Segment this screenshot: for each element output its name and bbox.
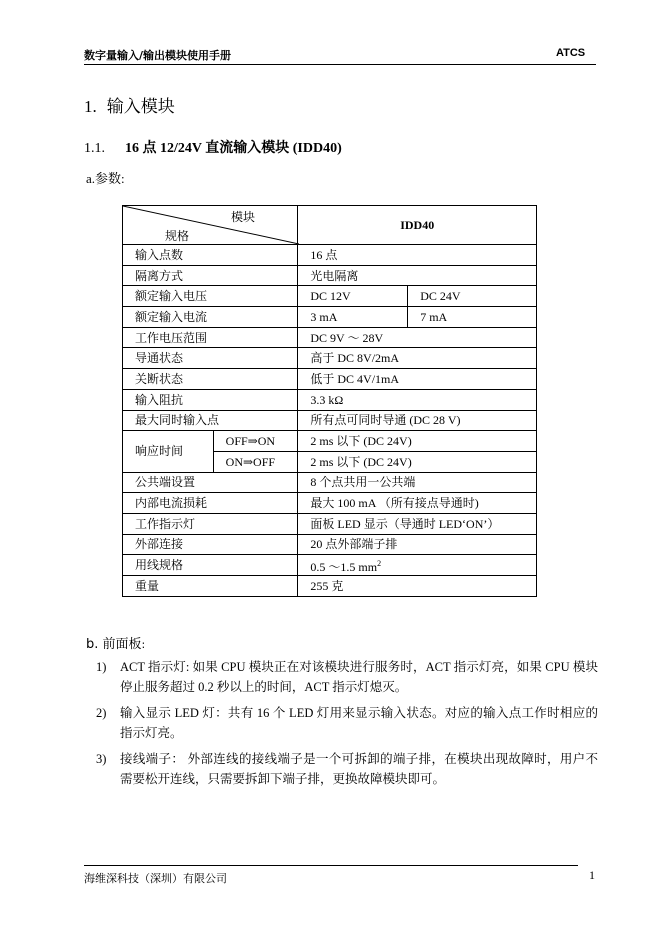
row-label: 输入点数 xyxy=(123,245,298,266)
row-label: 重量 xyxy=(123,576,298,597)
corner-spec-label: 规格 xyxy=(165,229,190,243)
header-divider xyxy=(84,64,596,65)
row-label: 关断状态 xyxy=(123,369,298,390)
table-row xyxy=(123,410,537,431)
row-value: 20 点外部端子排 xyxy=(298,534,537,555)
corner-module-label: 模块 xyxy=(231,210,256,224)
section-heading-1-1 xyxy=(84,137,342,157)
front-panel-colon: : xyxy=(141,638,146,651)
footer-company: 海维深科技（深圳）有限公司 xyxy=(84,872,227,885)
table-row xyxy=(123,472,537,493)
table-row xyxy=(123,245,537,266)
table-row xyxy=(123,431,537,452)
list-item-text: ACT 指示灯: 如果 CPU 模块正在对该模块进行服务时，ACT 指示灯亮，如果 CPU 模块停止服务超过 0.2 秒以上的时间，ACT 指示灯熄灭。 xyxy=(120,660,598,694)
table-row xyxy=(123,286,537,307)
subsection-title: 16 点 12/24V 直流输入模块 (IDD40) xyxy=(125,141,342,156)
table-row xyxy=(123,369,537,390)
row-value: DC 9V ～ 28V xyxy=(298,327,537,348)
row-sublabel: OFF⇒ON xyxy=(213,431,298,452)
row-value: 面板 LED 显示（导通时 LED‘ON’） xyxy=(298,513,537,534)
row-label: 外部连接 xyxy=(123,534,298,555)
header-title: 数字量输入/输出模块使用手册 xyxy=(84,49,232,62)
list-item-number: 3) xyxy=(96,752,107,766)
superscript: 2 xyxy=(377,558,382,568)
subsection-number: 1.1. xyxy=(84,141,105,156)
footer-divider xyxy=(84,865,578,866)
model-name-cell: IDD40 xyxy=(298,206,537,245)
row-value xyxy=(298,555,537,576)
row-label: 额定输入电流 xyxy=(123,307,298,328)
diagonal-header-cell xyxy=(123,206,298,245)
table-row xyxy=(123,493,537,514)
row-label: 导通状态 xyxy=(123,348,298,369)
row-label: 输入阻抗 xyxy=(123,389,298,410)
row-value: 2 ms 以下 (DC 24V) xyxy=(298,431,537,452)
row-value: 8 个点共用一公共端 xyxy=(298,472,537,493)
front-panel-title: b. 前面板 xyxy=(86,637,142,652)
row-value-12v: 3 mA xyxy=(298,307,408,328)
page-number: 1 xyxy=(589,868,595,882)
row-value: 所有点可同时导通 (DC 28 V) xyxy=(298,410,537,431)
row-value-12v: DC 12V xyxy=(298,286,408,307)
header-brand: ATCS xyxy=(556,47,586,59)
table-row xyxy=(123,513,537,534)
table-row xyxy=(123,348,537,369)
list-item-number: 2) xyxy=(96,706,107,720)
row-sublabel: ON⇒OFF xyxy=(213,451,298,472)
row-value: 3.3 kΩ xyxy=(298,389,537,410)
table-row xyxy=(123,265,537,286)
list-item xyxy=(96,749,598,789)
table-row xyxy=(123,576,537,597)
row-label: 工作电压范围 xyxy=(123,327,298,348)
section-heading-1 xyxy=(84,92,175,117)
table-row xyxy=(123,307,537,328)
row-value: 低于 DC 4V/1mA xyxy=(298,369,537,390)
list-item-text: 输入显示 LED 灯：共有 16 个 LED 灯用来显示输入状态。对应的输入点工作时相应的指示灯亮。 xyxy=(120,706,598,740)
wire-spec-value: 0.5 ～1.5 mm xyxy=(310,559,378,574)
row-value-24v: DC 24V xyxy=(408,286,537,307)
row-value: 255 克 xyxy=(298,576,537,597)
list-item-text: 接线端子： 外部连线的接线端子是一个可拆卸的端子排，在模块出现故障时，用户不需要松开连线，只需要拆卸下端子排，更换故障模块即可。 xyxy=(120,752,598,786)
row-label: 最大同时输入点 xyxy=(123,410,298,431)
row-value: 最大 100 mA （所有接点导通时) xyxy=(298,493,537,514)
section-number: 1. xyxy=(84,97,97,116)
table-row xyxy=(123,389,537,410)
table-header-row xyxy=(123,206,537,245)
list-item xyxy=(96,657,598,697)
list-item-number: 1) xyxy=(96,660,107,674)
diagonal-line xyxy=(123,206,299,244)
row-value: 16 点 xyxy=(298,245,537,266)
list-item xyxy=(96,703,598,743)
row-value: 光电隔离 xyxy=(298,265,537,286)
row-value: 2 ms 以下 (DC 24V) xyxy=(298,451,537,472)
section-title: 输入模块 xyxy=(106,97,175,117)
row-label: 额定输入电压 xyxy=(123,286,298,307)
row-label: 用线规格 xyxy=(123,555,298,576)
front-panel-list xyxy=(96,657,598,795)
params-label: a.参数: xyxy=(86,171,125,186)
row-label: 工作指示灯 xyxy=(123,513,298,534)
row-label: 隔离方式 xyxy=(123,265,298,286)
row-label: 公共端设置 xyxy=(123,472,298,493)
row-label: 内部电流损耗 xyxy=(123,493,298,514)
front-panel-label xyxy=(86,633,145,652)
row-value: 高于 DC 8V/2mA xyxy=(298,348,537,369)
row-label: 响应时间 xyxy=(123,431,214,472)
table-row xyxy=(123,534,537,555)
spec-table xyxy=(122,205,537,597)
table-row xyxy=(123,327,537,348)
row-value-24v: 7 mA xyxy=(408,307,537,328)
table-row xyxy=(123,555,537,576)
